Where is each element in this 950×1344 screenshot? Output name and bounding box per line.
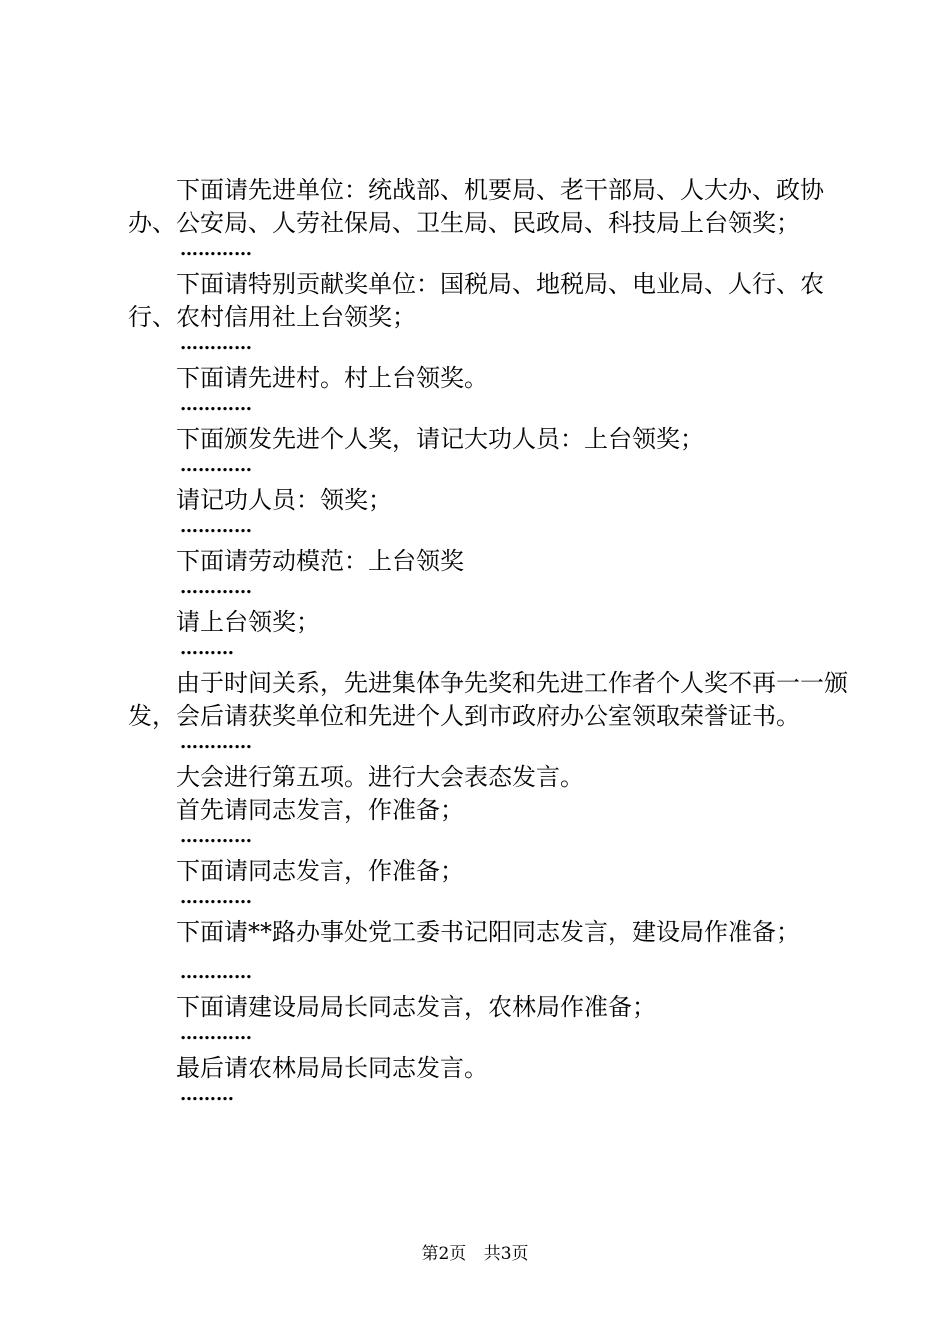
- paragraph: 请上台领奖；: [176, 608, 320, 636]
- paragraph: 大会进行第五项。进行大会表态发言。: [176, 763, 584, 791]
- paragraph: 由于时间关系，先进集体争先奖和先进工作者个人奖不再一一颁发，会后请获奖单位和先进个人到市政府办公室领取荣誉证书。: [128, 669, 848, 730]
- ellipsis-separator: …………: [180, 516, 252, 537]
- paragraph: 首先请同志发言，作准备；: [176, 796, 464, 824]
- ellipsis-separator: …………: [180, 394, 252, 415]
- ellipsis-separator: …………: [180, 962, 252, 983]
- paragraph: 下面颁发先进个人奖，请记大功人员：上台领奖；: [176, 425, 704, 453]
- ellipsis-separator: ………: [180, 1084, 234, 1105]
- page-total: 共3页: [483, 1244, 529, 1264]
- document-body: [128, 174, 853, 1113]
- paragraph: 下面请**路办事处党工委书记阳同志发言，建设局作准备；: [176, 918, 800, 946]
- ellipsis-separator: …………: [180, 333, 252, 354]
- paragraph: 下面请特别贡献奖单位：国税局、地税局、电业局、人行、农行、农村信用社上台领奖；: [128, 270, 824, 331]
- paragraph: 请记功人员：领奖；: [176, 486, 392, 514]
- ellipsis-separator: …………: [180, 455, 252, 476]
- paragraph: 下面请建设局局长同志发言，农林局作准备；: [176, 993, 656, 1021]
- ellipsis-separator: …………: [180, 1023, 252, 1044]
- ellipsis-separator: …………: [180, 239, 252, 260]
- paragraph: 下面请先进村。村上台领奖。: [176, 364, 488, 392]
- ellipsis-separator: …………: [180, 732, 252, 753]
- ellipsis-separator: …………: [180, 826, 252, 847]
- paragraph: 下面请同志发言，作准备；: [176, 857, 464, 885]
- paragraph: 下面请劳动模范：上台领奖: [176, 547, 464, 575]
- ellipsis-separator: …………: [180, 577, 252, 598]
- ellipsis-separator: …………: [180, 887, 252, 908]
- page-number: 第2页: [421, 1244, 467, 1264]
- ellipsis-separator: ………: [180, 638, 234, 659]
- paragraph: 下面请先进单位：统战部、机要局、老干部局、人大办、政协办、公安局、人劳社保局、卫生局、民政局、科技局上台领奖；: [128, 176, 824, 237]
- paragraph: 最后请农林局局长同志发言。: [176, 1054, 488, 1082]
- page-footer: [0, 1243, 950, 1265]
